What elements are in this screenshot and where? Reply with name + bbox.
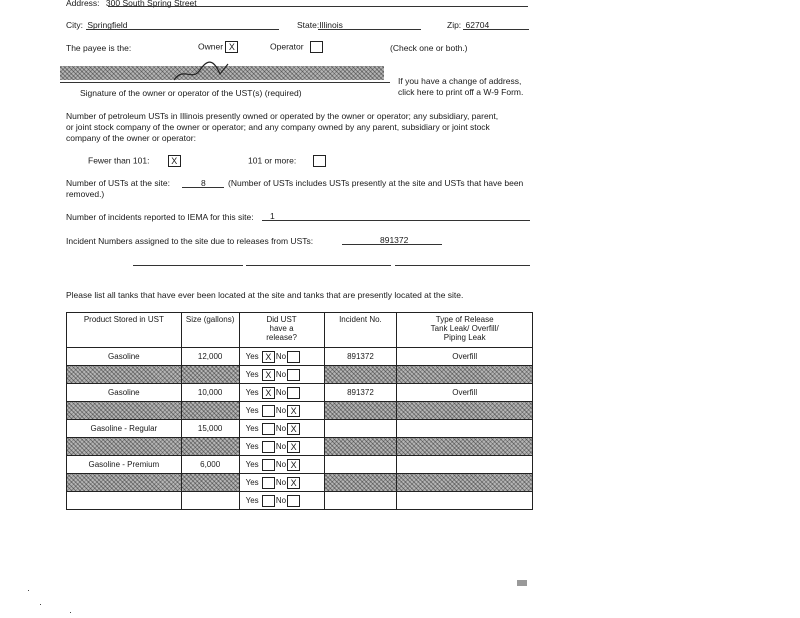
scan-dot [28, 590, 29, 591]
incidents-value[interactable]: 1 [270, 211, 275, 221]
cell-size[interactable] [181, 492, 239, 510]
city-value: Springfield [87, 20, 128, 30]
cell-release [239, 474, 324, 492]
table-row [67, 384, 533, 402]
yes-label: Yes [245, 441, 259, 451]
cell-incident[interactable] [324, 456, 397, 474]
cell-type[interactable]: Overfill [397, 384, 533, 402]
cell-product[interactable]: Gasoline [67, 348, 182, 366]
yes-checkbox[interactable] [262, 441, 275, 453]
no-label: No [275, 459, 287, 469]
table-row [67, 420, 533, 438]
cell-type[interactable] [397, 438, 533, 456]
petroleum-question-line3: company of the owner or operator: [66, 133, 196, 143]
petroleum-question-line1: Number of petroleum USTs in Illinois presently owned or operated by the owner or operator; any subsidiary, parent, [66, 111, 499, 121]
header-incident: Incident No. [324, 313, 397, 348]
table-row [67, 456, 533, 474]
scan-dot [70, 612, 71, 613]
operator-checkbox[interactable] [310, 41, 323, 53]
yes-label: Yes [245, 369, 259, 379]
extra-incident-line-3[interactable] [395, 265, 530, 266]
scan-artifact [517, 580, 527, 586]
incident-numbers-underline [342, 244, 442, 245]
header-type [397, 313, 533, 348]
table-row [67, 438, 533, 456]
operator-label: Operator [270, 41, 304, 52]
cell-incident[interactable]: 891372 [324, 384, 397, 402]
usts-note-line1: (Number of USTs includes USTs presently at the site and USTs that have been [228, 178, 524, 188]
state-label: State: [297, 20, 320, 30]
yes-checkbox[interactable]: X [262, 387, 275, 399]
cell-size[interactable]: 15,000 [181, 420, 239, 438]
cell-product[interactable]: Gasoline [67, 384, 182, 402]
header-release-line1: Did UST [266, 315, 297, 324]
yes-checkbox[interactable]: X [262, 369, 275, 381]
cell-type[interactable] [397, 402, 533, 420]
no-checkbox[interactable] [287, 369, 300, 381]
cell-type[interactable] [397, 474, 533, 492]
payee-hint: (Check one or both.) [390, 43, 468, 53]
address-change-note-2[interactable]: click here to print off a W-9 Form. [398, 87, 524, 97]
no-label: No [275, 423, 287, 433]
signature-caption: Signature of the owner or operator of the UST(s) (required) [80, 88, 302, 98]
cell-size[interactable] [181, 366, 239, 384]
yes-label: Yes [245, 351, 259, 361]
incident-numbers-label: Incident Numbers assigned to the site due to releases from USTs: [66, 236, 314, 246]
usts-label: Number of USTs at the site: [66, 178, 170, 188]
zip-value: 62704 [465, 20, 490, 30]
table-row [67, 492, 533, 510]
scan-dot [40, 604, 41, 605]
cell-release [239, 384, 324, 402]
payee-operator [270, 41, 323, 53]
fewer-than-101 [88, 155, 181, 167]
header-release-line2: have a [269, 324, 294, 333]
cell-type[interactable] [397, 456, 533, 474]
more-label: 101 or more: [248, 155, 297, 166]
cell-release [239, 456, 324, 474]
no-label: No [275, 351, 287, 361]
no-label: No [275, 387, 287, 397]
table-row [67, 402, 533, 420]
header-type-line2: Tank Leak/ Overfill/ [430, 324, 499, 333]
address-change-note-1: If you have a change of address, [398, 76, 522, 86]
extra-incident-line-1[interactable] [133, 265, 243, 266]
cell-product[interactable] [67, 474, 182, 492]
no-label: No [275, 441, 287, 451]
extra-incident-line-2[interactable] [246, 265, 391, 266]
yes-label: Yes [245, 387, 259, 397]
table-row [67, 366, 533, 384]
no-label: No [275, 405, 287, 415]
table-header-row [67, 313, 533, 348]
yes-checkbox[interactable] [262, 477, 275, 489]
more-than-101 [248, 155, 326, 167]
zip-label: Zip: [447, 20, 462, 30]
yes-label: Yes [245, 495, 259, 505]
table-row [67, 348, 533, 366]
cell-incident[interactable]: 891372 [324, 348, 397, 366]
ust-table [66, 312, 533, 510]
incident-numbers-value[interactable]: 891372 [380, 235, 409, 245]
cell-incident[interactable] [324, 402, 397, 420]
cell-type[interactable]: Overfill [397, 348, 533, 366]
no-label: No [275, 495, 287, 505]
cell-product[interactable]: Gasoline - Premium [67, 456, 182, 474]
yes-label: Yes [245, 423, 259, 433]
header-type-line3: Piping Leak [443, 333, 486, 342]
no-checkbox[interactable]: X [287, 459, 300, 471]
no-checkbox[interactable] [287, 351, 300, 363]
address-label: Address: [66, 0, 100, 8]
address-value: 300 South Spring Street [105, 0, 197, 8]
state-underline [318, 29, 421, 30]
more-checkbox[interactable] [313, 155, 326, 167]
table-intro: Please list all tanks that have ever been located at the site and tanks that are presently located at the site. [66, 290, 464, 300]
yes-checkbox[interactable] [262, 495, 275, 507]
no-label: No [275, 477, 287, 487]
owner-checkbox[interactable]: X [225, 41, 238, 53]
no-label: No [275, 369, 287, 379]
address-underline [108, 6, 528, 7]
yes-label: Yes [245, 477, 259, 487]
petroleum-question-line2: or joint stock company of the owner or operator; and any company owned by any parent, subsidiary or joint stock [66, 122, 490, 132]
owner-label: Owner [198, 41, 224, 52]
cell-release [239, 366, 324, 384]
header-type-line1: Type of Release [435, 315, 494, 324]
no-checkbox[interactable] [287, 387, 300, 399]
yes-label: Yes [245, 405, 259, 415]
cell-type[interactable] [397, 366, 533, 384]
cell-release [239, 420, 324, 438]
cell-incident[interactable] [324, 366, 397, 384]
cell-release [239, 402, 324, 420]
cell-incident[interactable] [324, 420, 397, 438]
cell-product[interactable] [67, 492, 182, 510]
cell-product[interactable] [67, 402, 182, 420]
fewer-checkbox[interactable]: X [168, 155, 181, 167]
cell-incident[interactable] [324, 492, 397, 510]
fewer-label: Fewer than 101: [88, 155, 150, 166]
cell-incident[interactable] [324, 474, 397, 492]
cell-size[interactable] [181, 438, 239, 456]
cell-product[interactable] [67, 366, 182, 384]
signature-line [60, 82, 390, 83]
no-checkbox[interactable]: X [287, 441, 300, 453]
cell-product[interactable] [67, 438, 182, 456]
no-checkbox[interactable]: X [287, 423, 300, 435]
yes-checkbox[interactable] [262, 405, 275, 417]
incidents-label: Number of incidents reported to IEMA for this site: [66, 212, 254, 222]
cell-product[interactable]: Gasoline - Regular [67, 420, 182, 438]
payee-label: The payee is the: [66, 43, 132, 53]
cell-type[interactable] [397, 492, 533, 510]
header-size: Size (gallons) [181, 313, 239, 348]
table-row [67, 474, 533, 492]
usts-value[interactable]: 8 [201, 178, 206, 188]
no-checkbox[interactable]: X [287, 477, 300, 489]
cell-incident[interactable] [324, 438, 397, 456]
cell-type[interactable] [397, 420, 533, 438]
header-release [239, 313, 324, 348]
city-underline [86, 29, 279, 30]
city-label: City: [66, 20, 83, 30]
cell-size[interactable]: 12,000 [181, 348, 239, 366]
incidents-underline [262, 220, 530, 221]
yes-checkbox[interactable] [262, 459, 275, 471]
cell-release [239, 348, 324, 366]
cell-release [239, 438, 324, 456]
zip-underline [463, 29, 529, 30]
no-checkbox[interactable] [287, 495, 300, 507]
usts-underline [182, 187, 224, 188]
cell-size[interactable] [181, 402, 239, 420]
yes-checkbox[interactable] [262, 423, 275, 435]
header-product: Product Stored in UST [67, 313, 182, 348]
cell-size[interactable]: 10,000 [181, 384, 239, 402]
state-value: Illinois [319, 20, 343, 30]
header-release-line3: release? [266, 333, 297, 342]
yes-label: Yes [245, 459, 259, 469]
usts-note-line2: removed.) [66, 189, 105, 199]
no-checkbox[interactable]: X [287, 405, 300, 417]
yes-checkbox[interactable]: X [262, 351, 275, 363]
cell-release [239, 492, 324, 510]
payee-owner [198, 41, 238, 53]
cell-size[interactable] [181, 474, 239, 492]
cell-size[interactable]: 6,000 [181, 456, 239, 474]
